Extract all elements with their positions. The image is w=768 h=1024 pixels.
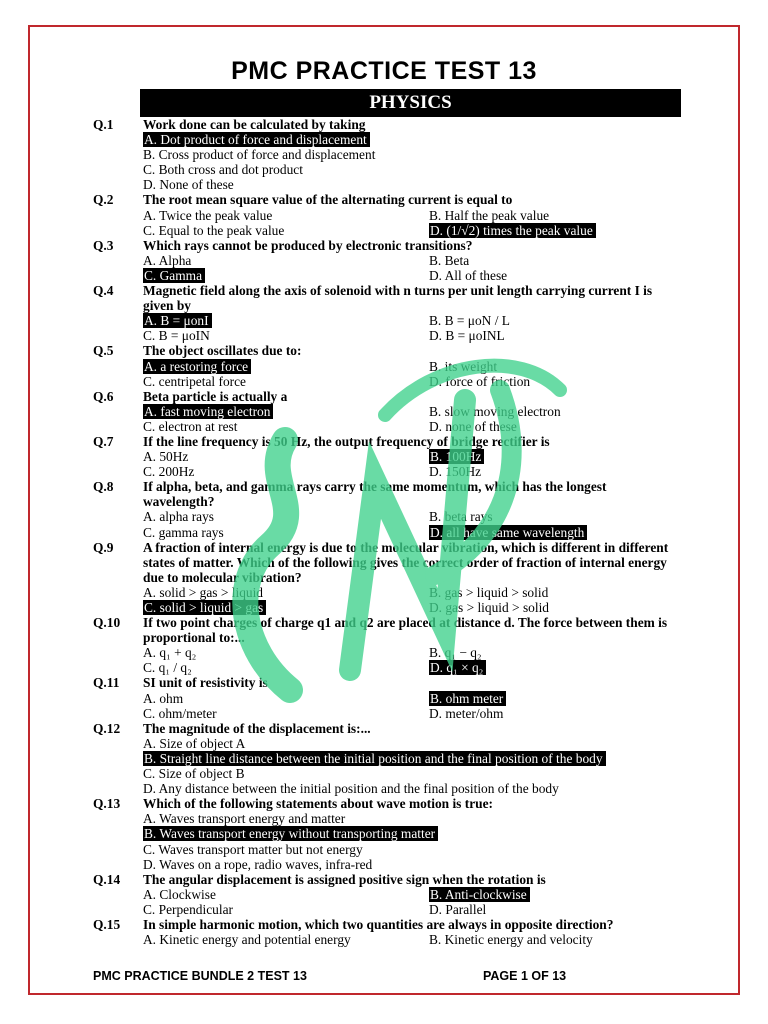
option-text: D. Waves on a rope, radio waves, infra-red [143,856,373,872]
answer-option [143,842,673,857]
option-text: C. q₁ / q₂ [143,660,192,676]
question-number: Q.11 [93,675,120,691]
question-stem [93,283,673,313]
correct-answer-option [429,449,659,464]
answer-option [429,404,659,419]
answer-option [429,374,659,389]
option-text: C. Both cross and dot product [143,162,303,178]
answer-option [143,706,429,721]
answer-option [429,359,659,374]
question-item [93,283,673,343]
answer-option [429,932,659,947]
answer-options [143,645,673,675]
answer-option [143,419,429,434]
subject-banner: PHYSICS [140,89,681,117]
question-number: Q.15 [93,916,121,932]
question-number: Q.3 [93,237,114,253]
answer-option [429,313,659,328]
answer-options [143,887,673,917]
answer-option [143,253,429,268]
question-list [93,117,673,947]
question-number: Q.7 [93,433,114,449]
correct-answer-option [429,691,659,706]
answer-options [143,509,673,539]
answer-option [143,857,673,872]
answer-option [429,268,659,283]
option-text: C. Perpendicular [143,901,233,917]
answer-option [143,464,429,479]
option-text: D. (1/√2) times the peak value [429,223,596,238]
footer-bundle-label: PMC PRACTICE BUNDLE 2 TEST 13 [93,969,307,983]
question-item [93,117,673,192]
correct-answer-option [429,660,659,675]
footer-page-number: PAGE 1 OF 13 [483,969,567,983]
option-text: A. 50Hz [143,449,189,465]
answer-option [429,419,659,434]
answer-option [143,525,429,540]
option-text: B. Kinetic energy and velocity [429,932,593,948]
correct-answer-option [143,826,673,841]
option-text: C. Waves transport matter but not energy [143,841,363,857]
answer-option [429,328,659,343]
question-item [93,389,673,434]
answer-option [429,902,659,917]
question-number: Q.10 [93,615,121,631]
question-item [93,917,673,947]
question-stem [93,479,673,509]
question-stem [93,675,673,690]
answer-option [429,509,659,524]
option-text: B. Beta [429,252,470,268]
question-text: The object oscillates due to: [143,343,302,359]
option-text: C. centripetal force [143,373,246,389]
answer-option [429,253,659,268]
answer-option [143,223,429,238]
option-text: A. q₁ + q₂ [143,645,197,661]
question-item [93,192,673,237]
answer-option [143,645,429,660]
option-text: D. q₁ × q₂ [429,660,486,675]
question-text: SI unit of resistivity is [143,675,268,691]
correct-answer-option [143,404,429,419]
answer-options [143,811,673,871]
option-text: D. gas > liquid > solid [429,600,549,615]
question-number: Q.9 [93,539,114,555]
question-text: Which of the following statements about wave motion is true: [143,796,493,812]
correct-answer-option [429,223,659,238]
question-item [93,343,673,388]
answer-option [143,691,429,706]
question-number: Q.13 [93,796,121,812]
answer-options [143,132,673,192]
question-item [93,615,673,675]
answer-option [429,208,659,223]
option-text: D. Parallel [429,901,487,917]
answer-option [143,932,429,947]
question-number: Q.12 [93,720,121,736]
correct-answer-option [143,313,429,328]
answer-options [143,691,673,721]
answer-option [143,766,673,781]
option-text: A. solid > gas > liquid [143,584,263,600]
option-text: C. ohm/meter [143,705,217,721]
option-text: C. solid > liquid > gas [143,600,266,615]
question-stem [93,721,673,736]
correct-answer-option [143,751,673,766]
question-text: A fraction of internal energy is due to the molecular vibration, which is different in different states of matter. Which of the following gives the correct order of fraction of internal energy due to molecular vibration? [143,539,669,585]
answer-option [429,706,659,721]
option-text: B. ohm meter [429,691,506,706]
answer-options [143,313,673,343]
answer-option [429,464,659,479]
option-text: B. Anti-clockwise [429,887,530,902]
answer-options [143,736,673,796]
question-stem [93,389,673,404]
option-text: B. its weight [429,358,498,374]
option-text: D. None of these [143,177,234,193]
option-text: B. Straight line distance between the initial position and the final position of the body [143,751,606,766]
option-text: A. Alpha [143,252,192,268]
question-number: Q.4 [93,283,114,299]
option-text: C. Gamma [143,268,205,283]
question-stem [93,343,673,358]
option-text: C. electron at rest [143,418,238,434]
answer-options [143,253,673,283]
question-text: The magnitude of the displacement is:... [143,720,371,736]
question-text: If alpha, beta, and gamma rays carry the same momentum, which has the longest wavelength? [143,479,607,510]
option-text: D. meter/ohm [429,705,504,721]
question-text: Beta particle is actually a [143,388,288,404]
question-item [93,675,673,720]
option-text: A. Size of object A [143,735,246,751]
question-item [93,434,673,479]
option-text: C. Size of object B [143,766,245,782]
option-text: C. Equal to the peak value [143,222,285,238]
correct-answer-option [143,359,429,374]
option-text: A. Waves transport energy and matter [143,811,346,827]
option-text: D. Any distance between the initial position and the final position of the body [143,781,559,797]
option-text: B. Waves transport energy without transporting matter [143,826,438,841]
correct-answer-option [143,268,429,283]
question-stem [93,238,673,253]
answer-option [429,645,659,660]
option-text: D. All of these [429,267,508,283]
answer-option [429,600,659,615]
question-stem [93,117,673,132]
question-stem [93,917,673,932]
question-item [93,238,673,283]
correct-answer-option [429,525,659,540]
question-stem [93,540,673,585]
option-text: D. force of friction [429,373,531,389]
option-text: C. gamma rays [143,524,224,540]
question-item [93,540,673,615]
question-text: The root mean square value of the alternating current is equal to [143,192,513,208]
option-text: A. ohm [143,690,184,706]
question-text: Work done can be calculated by taking [143,117,366,132]
question-stem [93,192,673,207]
answer-options [143,404,673,434]
question-number: Q.8 [93,479,114,495]
option-text: B. Cross product of force and displacement [143,147,376,163]
option-text: D. B = μoINL [429,328,505,344]
answer-options [143,359,673,389]
question-text: If two point charges of charge q1 and q2 are placed at distance d. The force between them is proportional to:... [143,615,668,646]
question-stem [93,796,673,811]
option-text: A. Twice the peak value [143,207,273,223]
question-text: If the line frequency is 50 Hz, the output frequency of bridge rectifier is [143,433,550,449]
answer-option [143,902,429,917]
answer-option [143,811,673,826]
question-number: Q.14 [93,871,121,887]
answer-options [143,208,673,238]
question-number: Q.1 [93,117,114,132]
option-text: D. 150Hz [429,464,482,480]
answer-options [143,932,673,947]
answer-option [143,162,673,177]
option-text: B. Half the peak value [429,207,550,223]
answer-option [143,147,673,162]
answer-option [143,208,429,223]
option-text: B. q₁ − q₂ [429,645,482,661]
answer-option [143,585,429,600]
question-stem [93,434,673,449]
option-text: D. none of these [429,418,517,434]
option-text: C. B = μoIN [143,328,210,344]
question-stem [93,615,673,645]
option-text: A. B = μonI [143,313,212,328]
option-text: A. Clockwise [143,886,216,902]
correct-answer-option [429,887,659,902]
question-item [93,721,673,796]
answer-option [143,509,429,524]
option-text: D. all have same wavelength [429,525,587,540]
answer-options [143,449,673,479]
question-item [93,872,673,917]
question-item [93,479,673,539]
answer-option [143,736,673,751]
question-stem [93,872,673,887]
option-text: A. alpha rays [143,509,215,525]
answer-option [143,449,429,464]
question-text: Magnetic field along the axis of solenoid with n turns per unit length carrying current I is given by [143,283,653,314]
question-item [93,796,673,871]
question-text: In simple harmonic motion, which two quantities are always in opposite direction? [143,916,614,932]
option-text: A. fast moving electron [143,404,273,419]
question-number: Q.2 [93,192,114,208]
answer-option [429,585,659,600]
option-text: A. a restoring force [143,359,251,374]
option-text: B. gas > liquid > solid [429,584,549,600]
option-text: B. 100Hz [429,449,484,464]
option-text: A. Kinetic energy and potential energy [143,932,351,948]
answer-option [143,328,429,343]
question-text: The angular displacement is assigned positive sign when the rotation is [143,871,546,887]
page-title: PMC PRACTICE TEST 13 [231,57,537,85]
answer-options [143,585,673,615]
question-number: Q.5 [93,343,114,359]
question-number: Q.6 [93,388,114,404]
option-text: A. Dot product of force and displacement [143,132,370,147]
correct-answer-option [143,132,673,147]
question-text: Which rays cannot be produced by electronic transitions? [143,237,473,253]
answer-option [143,781,673,796]
correct-answer-option [143,600,429,615]
answer-option [143,177,673,192]
answer-option [143,660,429,675]
option-text: B. beta rays [429,509,493,525]
option-text: B. B = μoN / L [429,313,510,329]
answer-option [143,887,429,902]
answer-option [143,374,429,389]
option-text: C. 200Hz [143,464,195,480]
option-text: B. slow moving electron [429,403,561,419]
